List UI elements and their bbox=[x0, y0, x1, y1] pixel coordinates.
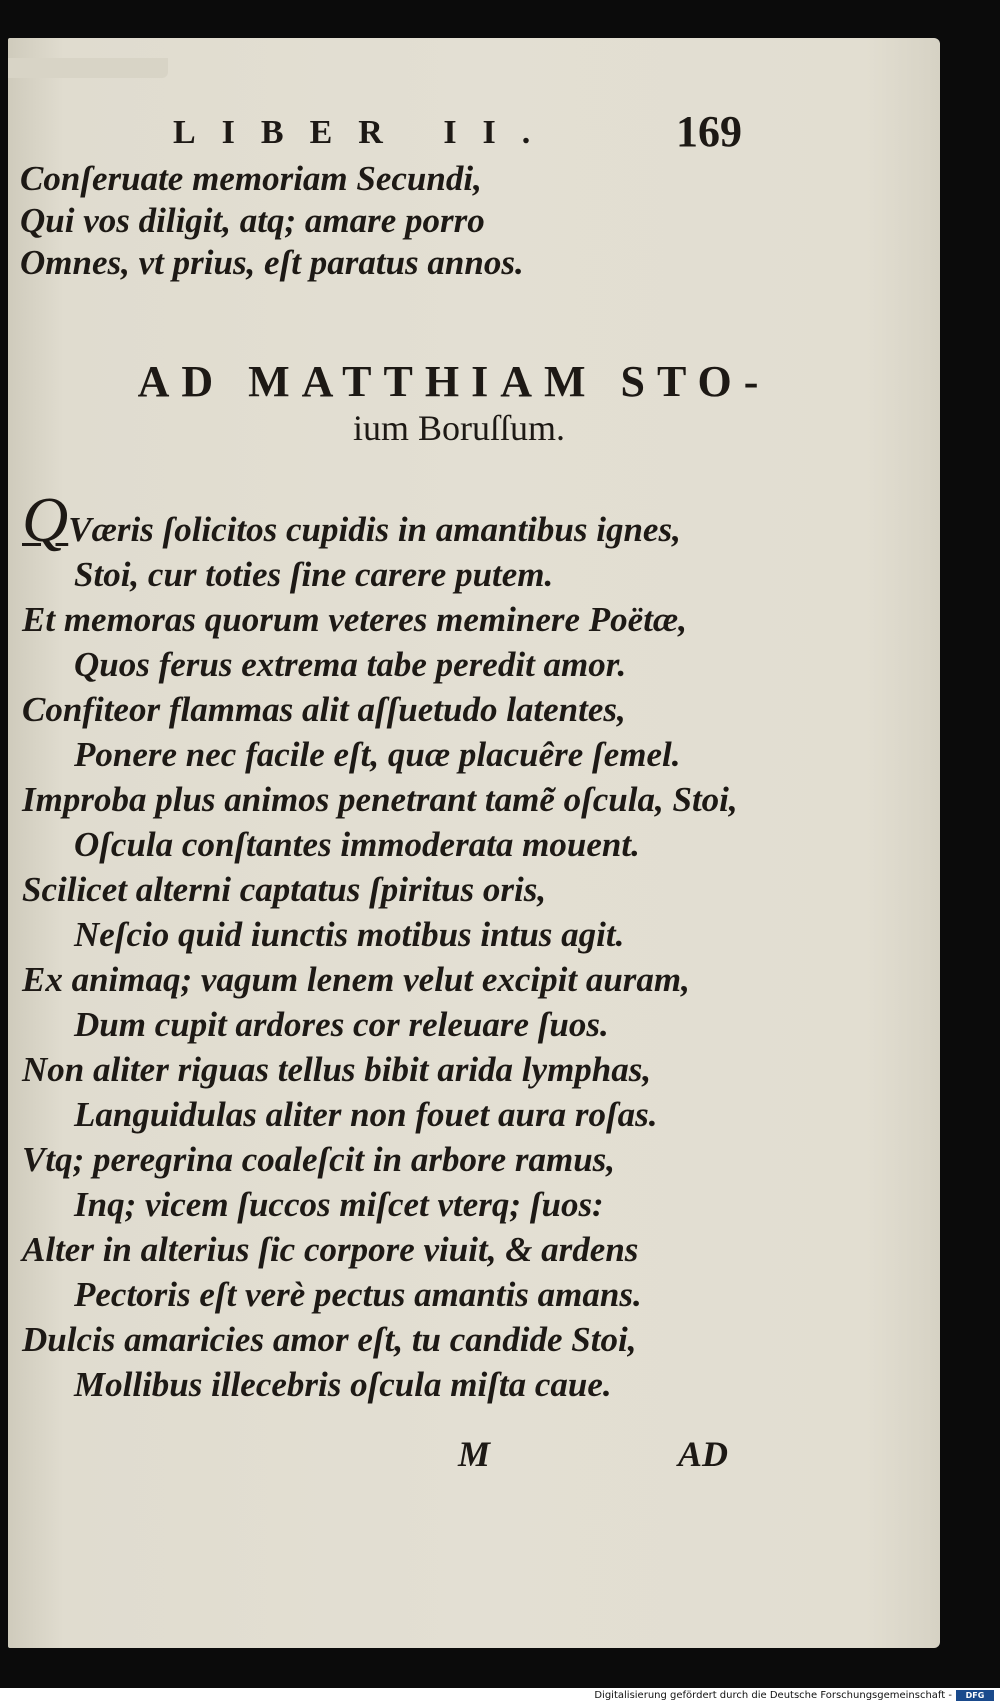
page-header bbox=[8, 106, 940, 156]
verse-line: Alter in alterius ſic corpore viuit, & ardens bbox=[22, 1230, 639, 1269]
digitization-footer bbox=[0, 1688, 1000, 1703]
page-edge-strip bbox=[8, 58, 168, 78]
verse-line: Qui vos diligit, atq; amare porro bbox=[20, 201, 485, 240]
catchword: AD bbox=[678, 1434, 729, 1474]
verse-line-text: Væris ſolicitos cupidis in amantibus ignes, bbox=[68, 510, 681, 549]
verse-line: Vtq; peregrina coaleſcit in arbore ramus, bbox=[22, 1140, 616, 1179]
verse-line: Non aliter riguas tellus bibit arida lymphas, bbox=[22, 1050, 652, 1089]
drop-cap: Q bbox=[22, 484, 69, 555]
verse-line: Inq; vicem ſuccos miſcet vterq; ſuos: bbox=[74, 1185, 604, 1224]
page-number: 169 bbox=[676, 107, 742, 156]
verse-line: Dulcis amaricies amor eſt, tu candide Stoi, bbox=[22, 1320, 637, 1359]
verse-line: Mollibus illecebris oſcula miſta caue. bbox=[74, 1365, 612, 1404]
verse-line: Scilicet alterni captatus ſpiritus oris, bbox=[22, 870, 547, 909]
verse-line: Pectoris eſt verè pectus amantis amans. bbox=[74, 1275, 642, 1314]
dfg-logo: DFG bbox=[956, 1690, 994, 1701]
verse-line: Oſcula conſtantes immoderata mouent. bbox=[74, 825, 640, 864]
verse-line: Omnes, vt prius, eſt paratus annos. bbox=[20, 243, 524, 282]
signature-mark: M bbox=[458, 1434, 491, 1474]
verse-line: Et memoras quorum veteres meminere Poëtæ, bbox=[22, 600, 687, 639]
footer-credit: Digitalisierung gefördert durch die Deutsche Forschungsgemeinschaft - bbox=[594, 1690, 952, 1701]
verse-line: Quos ferus extrema tabe peredit amor. bbox=[74, 645, 627, 684]
verse-line bbox=[22, 484, 738, 555]
verse-line: Ponere nec facile eſt, quæ placuêre ſemel. bbox=[74, 735, 681, 774]
book-page bbox=[8, 38, 940, 1648]
verse-line: Stoi, cur toties ſine carere putem. bbox=[74, 555, 554, 594]
poem-title bbox=[8, 356, 940, 449]
running-head: LIBER II. bbox=[173, 114, 557, 151]
poem-title-line-1: AD MATTHIAM STO- bbox=[137, 357, 771, 406]
catchwords bbox=[8, 1433, 940, 1483]
verse-line: Languidulas aliter non fouet aura roſas. bbox=[74, 1095, 658, 1134]
previous-poem-ending bbox=[20, 158, 524, 284]
verse-line: Conſeruate memoriam Secundi, bbox=[20, 159, 482, 198]
poem-title-line-2: ium Boruſſum. bbox=[352, 408, 565, 448]
verse-line: Improba plus animos penetrant tamẽ oſcula, Stoi, bbox=[22, 780, 738, 819]
poem-body bbox=[22, 484, 738, 1407]
verse-line: Neſcio quid iunctis motibus intus agit. bbox=[74, 915, 625, 954]
verse-line: Ex animaq; vagum lenem velut excipit auram, bbox=[22, 960, 690, 999]
verse-line: Confiteor flammas alit aſſuetudo latentes, bbox=[22, 690, 626, 729]
verse-line: Dum cupit ardores cor releuare ſuos. bbox=[74, 1005, 609, 1044]
